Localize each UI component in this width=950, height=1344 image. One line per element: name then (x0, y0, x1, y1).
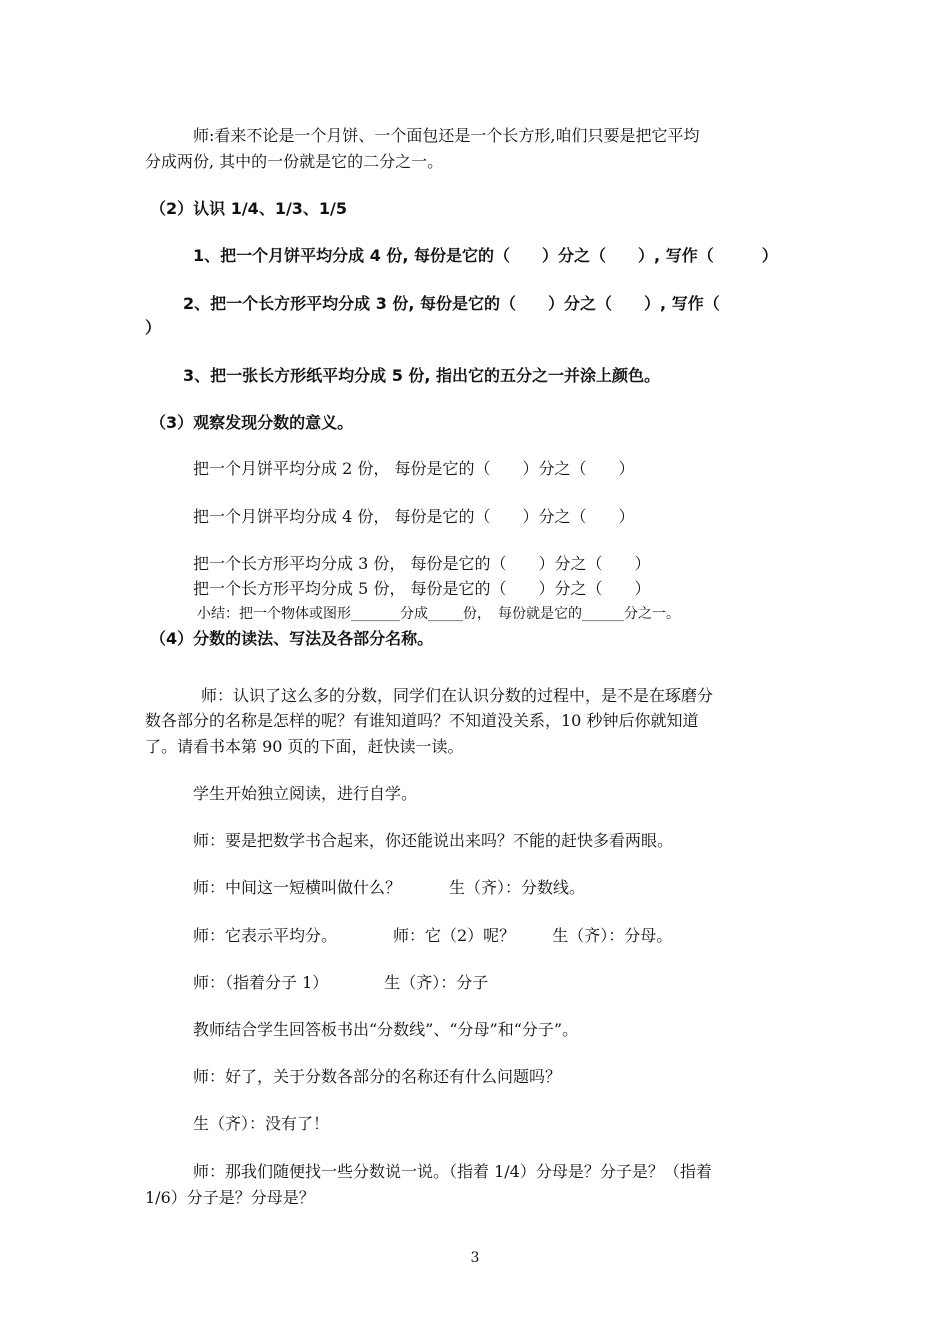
paragraph-line: 教师结合学生回答板书出“分数线”、“分母”和“分子”。 (193, 1020, 579, 1039)
paragraph-line: 师：认识了这么多的分数，同学们在认识分数的过程中，是不是在琢磨分 (201, 686, 714, 705)
section-heading: （3）观察发现分数的意义。 (150, 413, 354, 432)
section-heading: （2）认识 1/4、1/3、1/5 (150, 199, 348, 218)
exercise-line: 3、把一张长方形纸平均分成 5 份, 指出它的五分之一并涂上颜色。 (183, 366, 661, 385)
exercise-line: 2、把一个长方形平均分成 3 份, 每份是它的（ ）分之（ ）, 写作（ (183, 294, 720, 313)
dialogue-line: 师：中间这一短横叫做什么？ 生（齐）：分数线。 (193, 878, 586, 897)
dialogue-line: 生（齐）：没有了！ (193, 1114, 330, 1133)
section-heading: （4）分数的读法、写法及各部分名称。 (150, 629, 434, 648)
exercise-line: 把一个长方形平均分成 5 份， 每份是它的（ ）分之（ ） (193, 579, 651, 598)
dialogue-line: 师：（指着分子 1） 生（齐）：分子 (193, 973, 489, 992)
summary-line: 小结：把一个物体或图形_______分成_____份， 每份就是它的______分之一。 (197, 606, 680, 622)
paragraph-line: 师:看来不论是一个月饼、一个面包还是一个长方形,咱们只要是把它平均 (193, 126, 700, 145)
page-number: 3 (470, 1250, 480, 1266)
dialogue-line: 师：它表示平均分。 师：它（2）呢？ 生（齐）：分母。 (193, 926, 673, 945)
exercise-line: 把一个月饼平均分成 2 份， 每份是它的（ ）分之（ ） (193, 459, 635, 478)
paragraph-line: 分成两份, 其中的一份就是它的二分之一。 (145, 152, 444, 171)
exercise-line: 把一个长方形平均分成 3 份， 每份是它的（ ）分之（ ） (193, 554, 651, 573)
paragraph-line: 学生开始独立阅读，进行自学。 (193, 784, 418, 803)
dialogue-line: 师：好了，关于分数各部分的名称还有什么问题吗？ (193, 1067, 562, 1086)
exercise-line: 把一个月饼平均分成 4 份， 每份是它的（ ）分之（ ） (193, 507, 635, 526)
paragraph-line: 了。请看书本第 90 页的下面，赶快读一读。 (145, 737, 464, 756)
paragraph-line: 数各部分的名称是怎样的呢？有谁知道吗？不知道没关系，10 秒钟后你就知道 (145, 711, 699, 730)
dialogue-line: 师：那我们随便找一些分数说一说。（指着 1/4）分母是？分子是？（指着 (193, 1162, 712, 1181)
dialogue-line: 1/6）分子是？分母是？ (145, 1188, 315, 1207)
exercise-line: 1、把一个月饼平均分成 4 份, 每份是它的（ ）分之（ ）, 写作（ ） (193, 246, 778, 265)
exercise-line: ） (145, 318, 162, 337)
dialogue-line: 师：要是把数学书合起来，你还能说出来吗？不能的赶快多看两眼。 (193, 831, 674, 850)
